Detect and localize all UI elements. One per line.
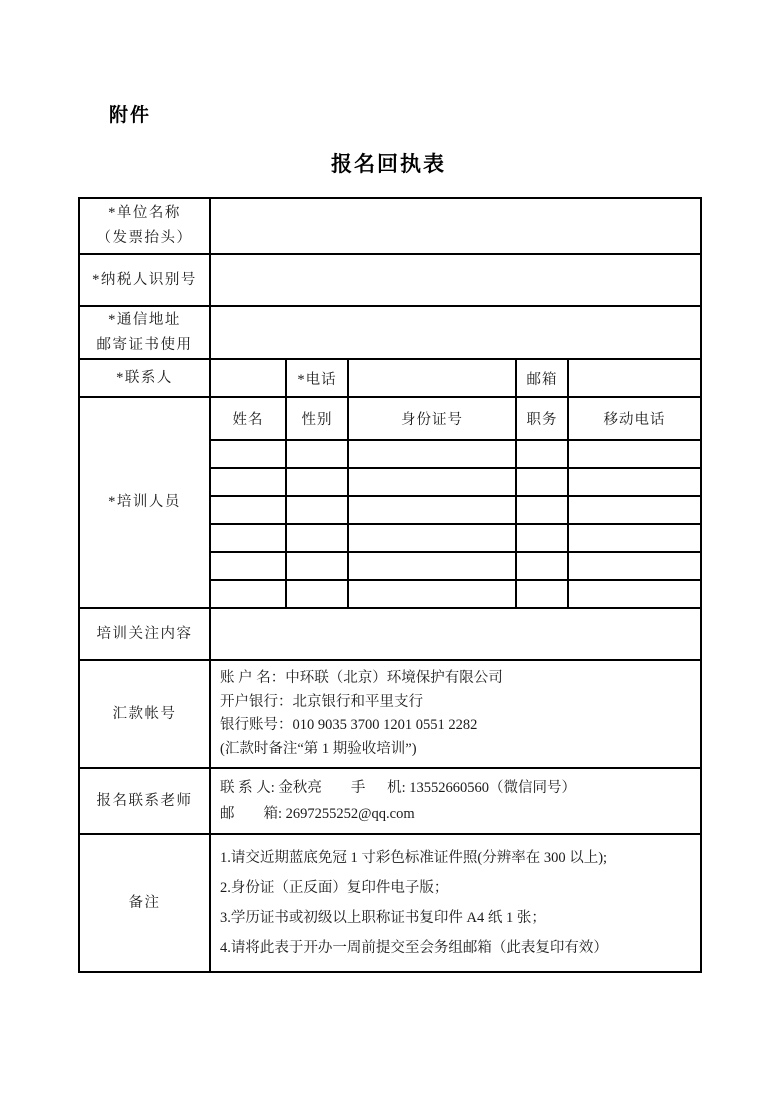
trainee-cell-name[interactable]: [210, 552, 286, 580]
taxpayer-id-label: *纳税人识别号: [79, 254, 210, 306]
note-item-1: 1.请交近期蓝底免冠 1 寸彩色标准证件照(分辨率在 300 以上);: [220, 850, 608, 866]
trainee-cell-gender[interactable]: [286, 468, 348, 496]
contact-phone-label: *电话: [286, 359, 348, 397]
note-item-4: 4.请将此表于开办一周前提交至会务组邮箱（此表复印有效）: [220, 940, 608, 956]
trainee-cell-name[interactable]: [210, 440, 286, 468]
trainee-cell-id-number[interactable]: [348, 440, 516, 468]
row-notes: [79, 834, 701, 972]
trainee-cell-name[interactable]: [210, 496, 286, 524]
trainee-cell-gender[interactable]: [286, 524, 348, 552]
trainee-cell-gender[interactable]: [286, 552, 348, 580]
notes-label: 备注: [79, 834, 210, 972]
teacher-contact-phone: 联 系 人: 金秋亮 手 机: 13552660560（微信同号）: [220, 780, 577, 796]
contact-label: *联系人: [79, 359, 210, 397]
remittance-details: [210, 660, 701, 768]
contact-email-value[interactable]: [568, 359, 701, 397]
registration-form-table: [78, 197, 702, 973]
remittance-label: 汇款帐号: [79, 660, 210, 768]
trainee-cell-mobile[interactable]: [568, 552, 701, 580]
contact-phone-value[interactable]: [348, 359, 516, 397]
trainees-col-name: 姓名: [210, 397, 286, 440]
trainee-cell-mobile[interactable]: [568, 524, 701, 552]
contact-value[interactable]: [210, 359, 286, 397]
unit-name-label-line2: （发票抬头）: [96, 230, 193, 246]
mailing-address-label-line1: *通信地址: [108, 311, 181, 328]
page-title: 报名回执表: [331, 153, 446, 176]
trainee-cell-position[interactable]: [516, 496, 568, 524]
row-registration-teacher: [79, 768, 701, 834]
registration-teacher-details: [210, 768, 701, 834]
note-item-3: 3.学历证书或初级以上职称证书复印件 A4 纸 1 张；: [220, 910, 546, 926]
taxpayer-id-value[interactable]: [210, 254, 701, 306]
trainee-cell-mobile[interactable]: [568, 440, 701, 468]
trainee-cell-id-number[interactable]: [348, 496, 516, 524]
trainees-label: *培训人员: [79, 397, 210, 608]
trainees-col-gender: 性别: [286, 397, 348, 440]
row-unit-name: [79, 198, 701, 254]
attachment-label: 附件: [109, 105, 152, 126]
trainee-cell-gender[interactable]: [286, 580, 348, 608]
row-trainees-header: [79, 397, 701, 440]
trainee-cell-mobile[interactable]: [568, 468, 701, 496]
trainee-cell-position[interactable]: [516, 580, 568, 608]
notes-details: [210, 834, 701, 972]
mailing-address-label-line2: 邮寄证书使用: [96, 336, 193, 353]
remittance-account-number: 银行账号：010 9035 3700 1201 0551 2282: [220, 717, 478, 733]
unit-name-label: [79, 198, 210, 254]
row-remittance: [79, 660, 701, 768]
note-item-2: 2.身份证（正反面）复印件电子版；: [220, 880, 449, 896]
trainee-cell-mobile[interactable]: [568, 580, 701, 608]
unit-name-value[interactable]: [210, 198, 701, 254]
trainee-cell-mobile[interactable]: [568, 496, 701, 524]
trainee-cell-id-number[interactable]: [348, 468, 516, 496]
row-contact: [79, 359, 701, 397]
trainee-cell-id-number[interactable]: [348, 524, 516, 552]
registration-teacher-label: 报名联系老师: [79, 768, 210, 834]
trainees-col-position: 职务: [516, 397, 568, 440]
trainee-cell-position[interactable]: [516, 524, 568, 552]
contact-email-label: 邮箱: [516, 359, 568, 397]
remittance-account-name: 账 户 名：中环联（北京）环境保护有限公司: [220, 670, 503, 686]
trainees-col-mobile: 移动电话: [568, 397, 701, 440]
trainee-cell-id-number[interactable]: [348, 552, 516, 580]
trainee-cell-position[interactable]: [516, 440, 568, 468]
row-taxpayer-id: [79, 254, 701, 306]
trainees-col-id-number: 身份证号: [348, 397, 516, 440]
trainee-cell-position[interactable]: [516, 468, 568, 496]
trainee-cell-gender[interactable]: [286, 440, 348, 468]
training-focus-label: 培训关注内容: [79, 608, 210, 660]
trainee-cell-name[interactable]: [210, 468, 286, 496]
trainee-cell-name[interactable]: [210, 580, 286, 608]
mailing-address-label: [79, 306, 210, 359]
mailing-address-value[interactable]: [210, 306, 701, 359]
trainee-cell-id-number[interactable]: [348, 580, 516, 608]
remittance-memo-note: (汇款时备注“第 1 期验收培训”): [220, 740, 417, 757]
row-mailing-address: [79, 306, 701, 359]
row-training-focus: [79, 608, 701, 660]
teacher-email: 邮 箱: 2697255252@qq.com: [220, 806, 415, 822]
trainee-cell-name[interactable]: [210, 524, 286, 552]
trainee-cell-gender[interactable]: [286, 496, 348, 524]
unit-name-label-line1: *单位名称: [108, 205, 181, 221]
trainee-cell-position[interactable]: [516, 552, 568, 580]
training-focus-value[interactable]: [210, 608, 701, 660]
remittance-bank-name: 开户银行：北京银行和平里支行: [220, 693, 423, 710]
